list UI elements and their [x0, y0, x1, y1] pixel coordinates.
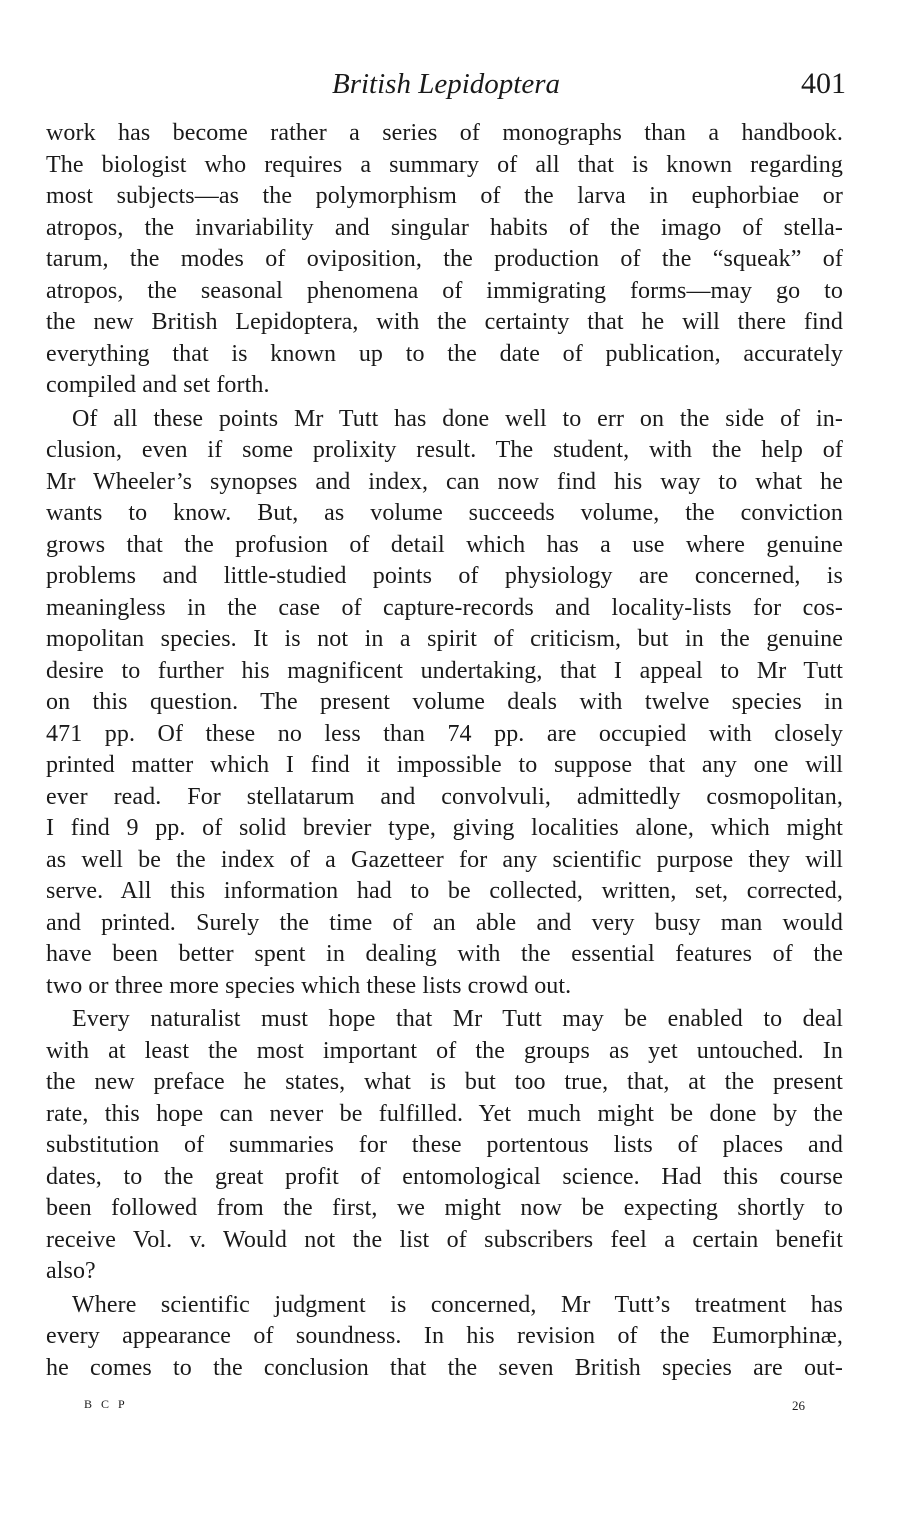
text-line: problems and little-studied points of physiology are concerned, is	[46, 563, 843, 589]
text-line: as well be the index of a Gazetteer for any scientific purpose they will	[46, 846, 843, 873]
text-line: wants to know. But, as volume succeeds volume, the conviction	[46, 500, 843, 526]
text-line: serve. All this information had to be collected, written, set, corrected,	[46, 878, 843, 904]
text-line: meaningless in the case of capture-records and locality-lists for cos-	[46, 594, 843, 621]
text-line: clusion, even if some prolixity result. The student, with the help of	[46, 437, 843, 463]
text-line: compiled and set forth.	[46, 372, 270, 398]
text-line: rate, this hope can never be fulfilled. Yet much might be done by the	[46, 1100, 843, 1127]
page-number: 401	[801, 67, 846, 100]
text-line: work has become rather a series of monographs than a handbook.	[46, 120, 843, 146]
text-line: two or three more species which these lists crowd out.	[46, 972, 572, 999]
running-head	[46, 64, 846, 104]
text-line: he comes to the conclusion that the seven British species are out-	[46, 1354, 843, 1381]
text-line: have been better spent in dealing with the essential features of the	[46, 941, 843, 967]
body-text	[46, 118, 843, 1384]
paragraph-1	[46, 118, 843, 402]
text-line: desire to further his magnificent undertaking, that I appeal to Mr Tutt	[46, 657, 843, 684]
text-line: Every naturalist must hope that Mr Tutt may be enabled to deal	[72, 1006, 843, 1032]
text-line: Mr Wheeler’s synopses and index, can now find his way to what he	[46, 468, 843, 495]
text-line: grows that the profusion of detail which has a use where genuine	[46, 531, 843, 558]
text-line: atropos, the seasonal phenomena of immigrating forms—may go to	[46, 277, 843, 304]
paragraph-3	[46, 1004, 843, 1288]
text-line: the new preface he states, what is but too true, that, at the present	[46, 1069, 843, 1095]
text-line: Of all these points Mr Tutt has done well to err on the side of in-	[72, 405, 843, 432]
text-line: The biologist who requires a summary of all that is known regarding	[46, 151, 843, 178]
text-line: also?	[46, 1258, 96, 1284]
page-footer	[46, 1394, 843, 1418]
text-line: atropos, the invariability and singular habits of the imago of stella-	[46, 214, 843, 241]
text-line: I find 9 pp. of solid brevier type, giving localities alone, which might	[46, 815, 843, 841]
text-line: ever read. For stellatarum and convolvuli, admittedly cosmopolitan,	[46, 783, 843, 810]
text-line: the new British Lepidoptera, with the certainty that he will there find	[46, 309, 843, 335]
text-line: on this question. The present volume deals with twelve species in	[46, 689, 843, 715]
text-line: receive Vol. v. Would not the list of subscribers feel a certain benefit	[46, 1226, 843, 1253]
text-line: with at least the most important of the groups as yet untouched. In	[46, 1037, 843, 1064]
sheet-number: 26	[792, 1398, 805, 1413]
text-line: and printed. Surely the time of an able and very busy man would	[46, 909, 843, 936]
paragraph-2	[46, 404, 843, 1003]
text-line: every appearance of soundness. In his revision of the Eumorphinæ,	[46, 1323, 843, 1349]
running-title: British Lepidoptera	[332, 68, 560, 100]
text-line: mopolitan species. It is not in a spirit of criticism, but in the genuine	[46, 626, 843, 652]
text-line: been followed from the first, we might now be expecting shortly to	[46, 1195, 843, 1221]
text-line: 471 pp. Of these no less than 74 pp. are occupied with closely	[46, 720, 843, 747]
text-line: printed matter which I find it impossible to suppose that any one will	[46, 752, 843, 778]
text-line: everything that is known up to the date of publication, accurately	[46, 340, 843, 367]
paragraph-4	[46, 1290, 843, 1385]
text-line: tarum, the modes of oviposition, the production of the “squeak” of	[46, 246, 843, 272]
text-line: most subjects—as the polymorphism of the larva in euphorbiae or	[46, 183, 843, 209]
signature-mark: B C P	[84, 1397, 128, 1411]
text-line: dates, to the great profit of entomological science. Had this course	[46, 1163, 843, 1190]
text-line: substitution of summaries for these portentous lists of places and	[46, 1132, 843, 1158]
text-line: Where scientific judgment is concerned, Mr Tutt’s treatment has	[72, 1291, 843, 1318]
